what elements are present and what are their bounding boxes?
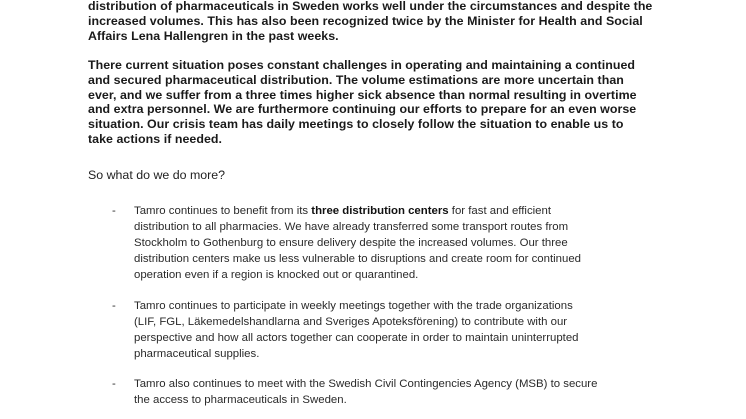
bullet-dash: - (112, 300, 116, 312)
bullet-line: perspective and how all actors together can cooperate in order to maintain uninterrupted (134, 331, 579, 344)
bullet-line: pharmaceutical supplies. (134, 347, 260, 360)
bullet-line: operation even if a region is knocked out or quarantined. (134, 268, 419, 281)
bullet-text (134, 299, 674, 363)
intro-paragraph (88, 0, 668, 43)
section-question: So what do we do more? (88, 168, 226, 182)
paragraph-line: distribution of pharmaceuticals in Sweden works well under the circumstances and despite the (88, 0, 653, 13)
paragraph-line: situation. Our crisis team has daily meetings to closely follow the situation to enable us to (88, 117, 624, 132)
bullet-text (134, 204, 674, 284)
bullet-line: Stockholm to Gothenburg to ensure delivery despite the increased volumes. Our three (134, 236, 568, 249)
bullet-dash: - (112, 378, 116, 390)
bullet-line: Tamro also continues to meet with the Swedish Civil Contingencies Agency (MSB) to secure (134, 378, 598, 390)
bullet-dash: - (112, 205, 116, 217)
distribution-centers-highlight: three distribution centers (311, 205, 449, 217)
paragraph-line: Affairs Lena Hallengren in the past weeks. (88, 28, 339, 43)
text-fragment: for fast and efficient (448, 205, 552, 217)
paragraph-line: and extra personnel. We are furthermore continuing our efforts to prepare for an even worse (88, 102, 637, 117)
paragraph-line: and secured pharmaceutical distribution. The volume estimations are more uncertain than (88, 72, 624, 87)
paragraph-line: ever, and we suffer from a three times higher sick absence than normal resulting in overtime (88, 87, 637, 102)
paragraph-line: increased volumes. This has also been recognized twice by the Minister for Health and Social (88, 13, 643, 28)
bullet-line: distribution to all pharmacies. We have already transferred some transport routes from (134, 220, 569, 233)
situation-paragraph (88, 58, 668, 147)
text-fragment: Tamro continues to benefit from its (134, 205, 312, 217)
bullet-line: the access to pharmaceuticals in Sweden. (134, 393, 347, 406)
paragraph-line: take actions if needed. (88, 131, 223, 146)
paragraph-line: There current situation poses constant challenges in operating and maintaining a continued (88, 58, 636, 72)
bullet-first-line (134, 204, 674, 220)
bullet-line: (LIF, FGL, Läkemedelshandlarna and Sveriges Apoteksförening) to contribute with our (134, 315, 568, 328)
bullet-line: distribution centers make us less vulnerable to disruptions and create room for continued (134, 252, 582, 265)
bullet-text (134, 377, 674, 409)
bullet-line: Tamro continues to participate in weekly meetings together with the trade organizations (134, 300, 573, 312)
